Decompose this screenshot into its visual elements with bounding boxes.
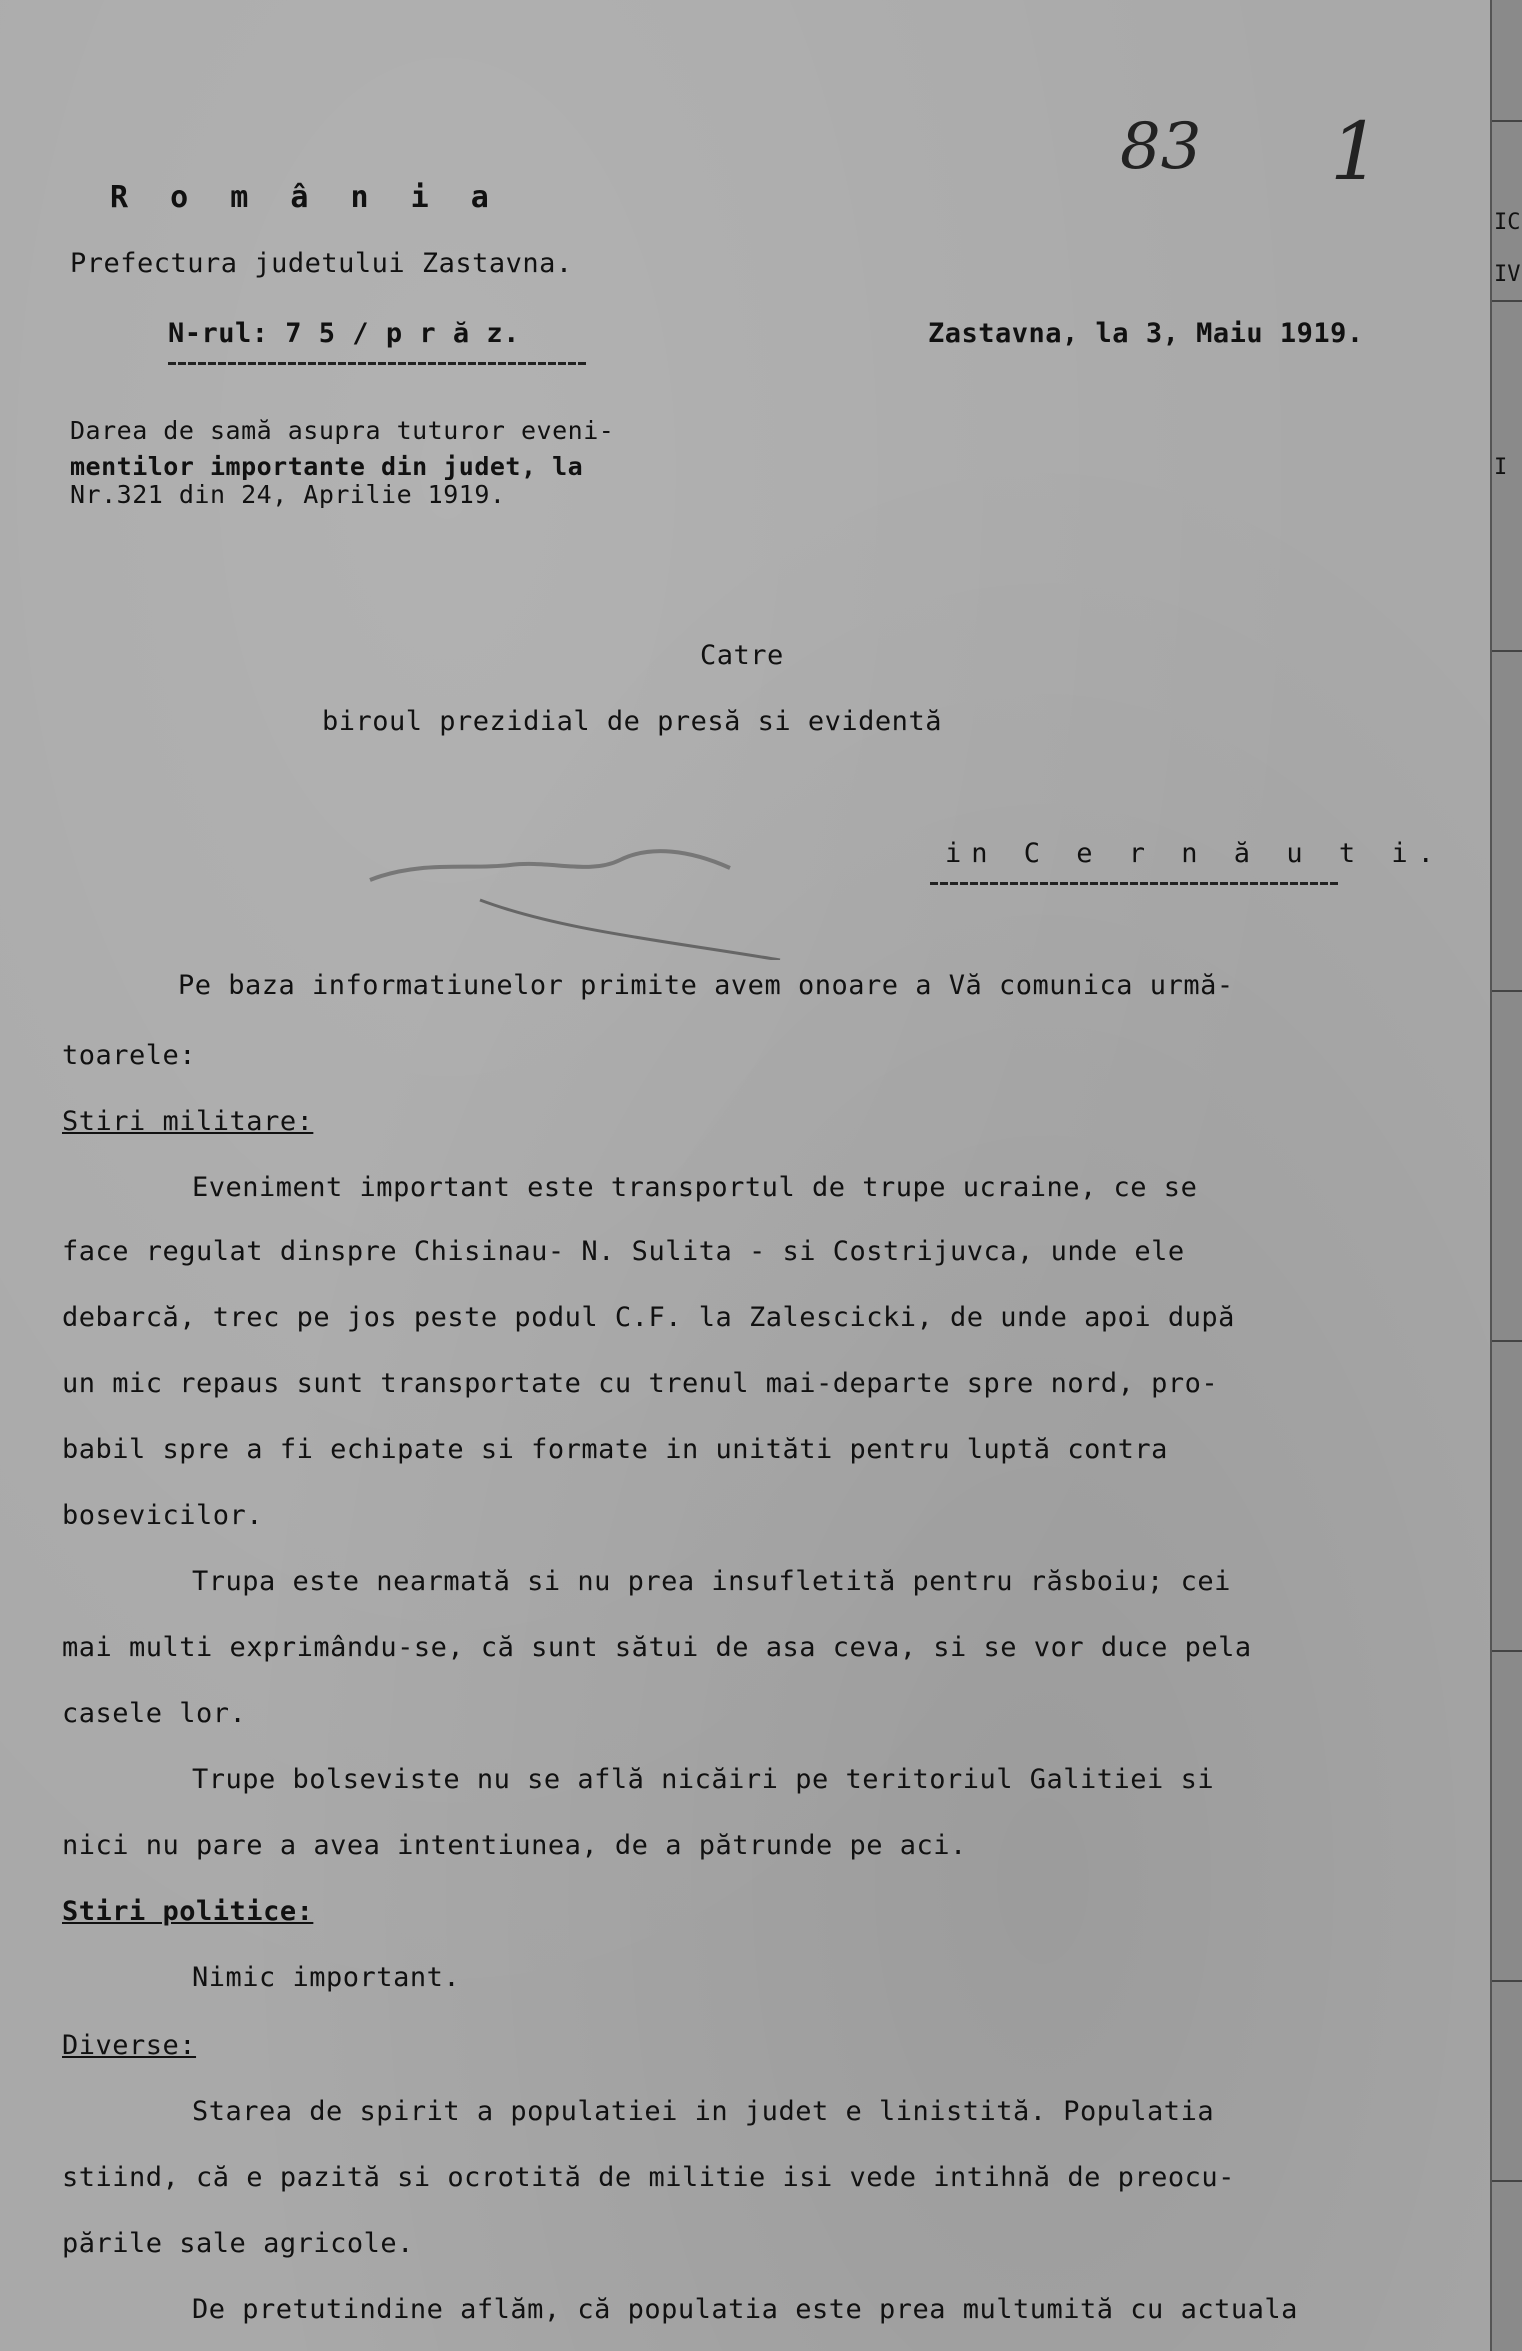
military-p1-line-6: bosevicilor. (62, 1500, 264, 1531)
subject-line-3: Nr.321 din 24, Aprilie 1919. (70, 480, 506, 509)
edge-tick (1492, 1980, 1522, 1982)
signature-scribble (360, 820, 880, 960)
addressee-to: Catre (700, 640, 784, 671)
subject-line-1: Darea de samă asupra tuturor eveni- (70, 416, 615, 445)
intro-line-2: toarele: (62, 1040, 197, 1071)
military-p3-line-1: Trupe bolseviste nu se află nicăiri pe teritoriul Galitiei si (192, 1764, 1215, 1795)
edge-tick (1492, 300, 1522, 302)
page-number: 1 (1330, 105, 1381, 198)
section-heading-military: Stiri militare: (62, 1106, 314, 1137)
subject-line-2: mentilor importante din judet, la (70, 452, 584, 481)
section-heading-politics: Stiri politice: (62, 1896, 314, 1927)
edge-tick (1492, 1340, 1522, 1342)
politics-p1-line-1: Nimic important. (192, 1962, 461, 1993)
various-p2-line-1: De pretutindine aflăm, că populatia este prea multumită cu actuala (192, 2294, 1298, 2325)
various-p1-line-1: Starea de spirit a populatiei in judet e linistită. Populatia (192, 2096, 1215, 2127)
addressee-location: in C e r n ă u t i. (945, 838, 1444, 869)
intro-line-1: Pe baza informatiunelor primite avem onoare a Vă comunica urmă- (178, 970, 1234, 1001)
folio-number: 83 (1120, 110, 1202, 184)
various-p1-line-2: stiind, că e pazită si ocrotită de militie isi vede intihnă de preocu- (62, 2162, 1235, 2193)
edge-mark-3: I (1494, 455, 1508, 480)
section-heading-various: Diverse: (62, 2030, 197, 2061)
military-p2-line-3: casele lor. (62, 1698, 247, 1729)
military-p1-line-1: Eveniment important este transportul de trupe ucraine, ce se (192, 1172, 1198, 1203)
edge-tick (1492, 1650, 1522, 1652)
edge-mark-1: IC (1494, 210, 1521, 235)
edge-tick (1492, 990, 1522, 992)
header-reference: N-rul: 7 5 / p r ă z. (168, 318, 520, 349)
addressee-recipient: biroul prezidial de presă si evidentă (322, 706, 942, 737)
various-p1-line-3: pările sale agricole. (62, 2228, 414, 2259)
location-underline (930, 882, 1340, 885)
header-office: Prefectura judetului Zastavna. (70, 248, 573, 279)
edge-mark-2: IV (1494, 262, 1521, 287)
military-p2-line-2: mai multi exprimându-se, că sunt sătui de asa ceva, si se vor duce pela (62, 1632, 1252, 1663)
header-place-date: Zastavna, la 3, Maiu 1919. (928, 318, 1364, 349)
adjacent-page-edge (1490, 0, 1522, 2351)
military-p2-line-1: Trupa este nearmată si nu prea insufletită pentru răsboiu; cei (192, 1566, 1231, 1597)
edge-tick (1492, 650, 1522, 652)
edge-tick (1492, 120, 1522, 122)
military-p3-line-2: nici nu pare a avea intentiunea, de a pătrunde pe aci. (62, 1830, 967, 1861)
header-country: R o m â n i a (110, 180, 501, 215)
military-p1-line-5: babil spre a fi echipate si formate in unităti pentru luptă contra (62, 1434, 1168, 1465)
reference-underline (168, 362, 588, 365)
military-p1-line-4: un mic repaus sunt transportate cu trenul mai-departe spre nord, pro- (62, 1368, 1219, 1399)
edge-tick (1492, 2180, 1522, 2182)
military-p1-line-3: debarcă, trec pe jos peste podul C.F. la Zalescicki, de unde apoi după (62, 1302, 1235, 1333)
military-p1-line-2: face regulat dinspre Chisinau- N. Sulita - si Costrijuvca, unde ele (62, 1236, 1185, 1267)
